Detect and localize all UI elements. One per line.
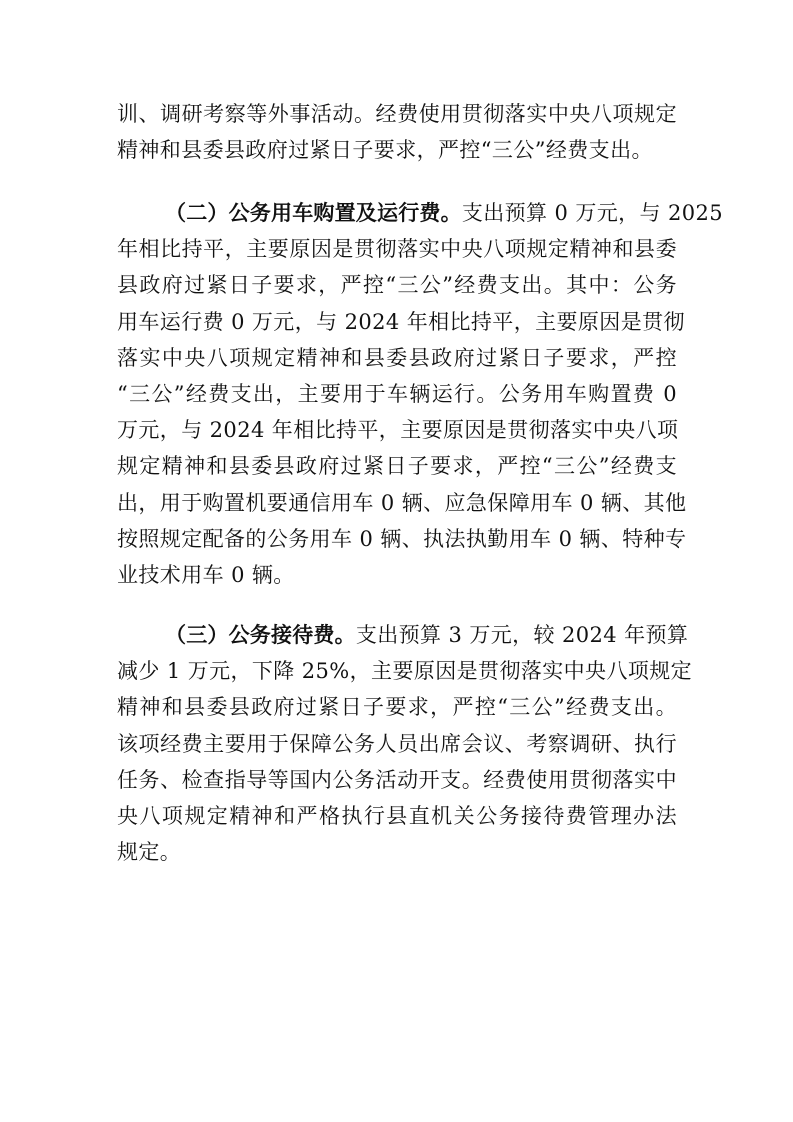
text-line: 央八项规定精神和严格执行县直机关公务接待费管理办法 (117, 803, 677, 828)
text-line: 按照规定配备的公务用车 0 辆、执法执勤用车 0 辆、特种专 (117, 526, 687, 551)
text-line: 业技术用车 0 辆。 (117, 562, 295, 587)
text-line: 减少 1 万元，下降 25%，主要原因是贯彻落实中央八项规定 (117, 659, 693, 684)
text-line: 用车运行费 0 万元，与 2024 年相比持平，主要原因是贯彻 (117, 309, 685, 334)
paragraph-continuation (117, 96, 677, 168)
paragraph-vehicle-expenses (117, 195, 724, 593)
text-line: 年相比持平，主要原因是贯彻落实中央八项规定精神和县委 (117, 237, 677, 262)
section-heading: （二）公务用车购置及运行费。 (165, 201, 462, 225)
text-line: 县政府过紧日子要求，严控“三公”经费支出。其中：公务 (117, 273, 677, 298)
text-line: 任务、检查指导等国内公务活动开支。经费使用贯彻落实中 (117, 767, 677, 792)
text-line: 落实中央八项规定精神和县委县政府过紧日子要求，严控 (117, 345, 677, 370)
text-line: 精神和县委县政府过紧日子要求，严控“三公”经费支出。 (117, 695, 677, 720)
text-line: 训、调研考察等外事活动。经费使用贯彻落实中央八项规定 (117, 102, 677, 126)
text-line: 规定。 (117, 840, 182, 865)
text-line: 万元，与 2024 年相比持平，主要原因是贯彻落实中央八项 (117, 418, 679, 443)
section-heading: （三）公务接待费。 (165, 623, 356, 647)
text-line: “三公”经费支出，主要用于车辆运行。公务用车购置费 0 (117, 381, 677, 406)
text-fragment: 支出预算 3 万元，较 2024 年预算 (355, 623, 689, 647)
paragraph-reception-expenses (117, 617, 693, 870)
text-fragment: 支出预算 0 万元，与 2025 (461, 201, 724, 225)
text-line: 规定精神和县委县政府过紧日子要求，严控“三公”经费支 (117, 454, 677, 479)
text-line: 该项经费主要用于保障公务人员出席会议、考察调研、执行 (117, 731, 677, 756)
text-line: 出，用于购置机要通信用车 0 辆、应急保障用车 0 辆、其他 (117, 490, 687, 515)
text-line-first (117, 195, 724, 231)
text-line-first (117, 617, 689, 653)
text-line: 精神和县委县政府过紧日子要求，严控“三公”经费支出。 (117, 138, 653, 163)
